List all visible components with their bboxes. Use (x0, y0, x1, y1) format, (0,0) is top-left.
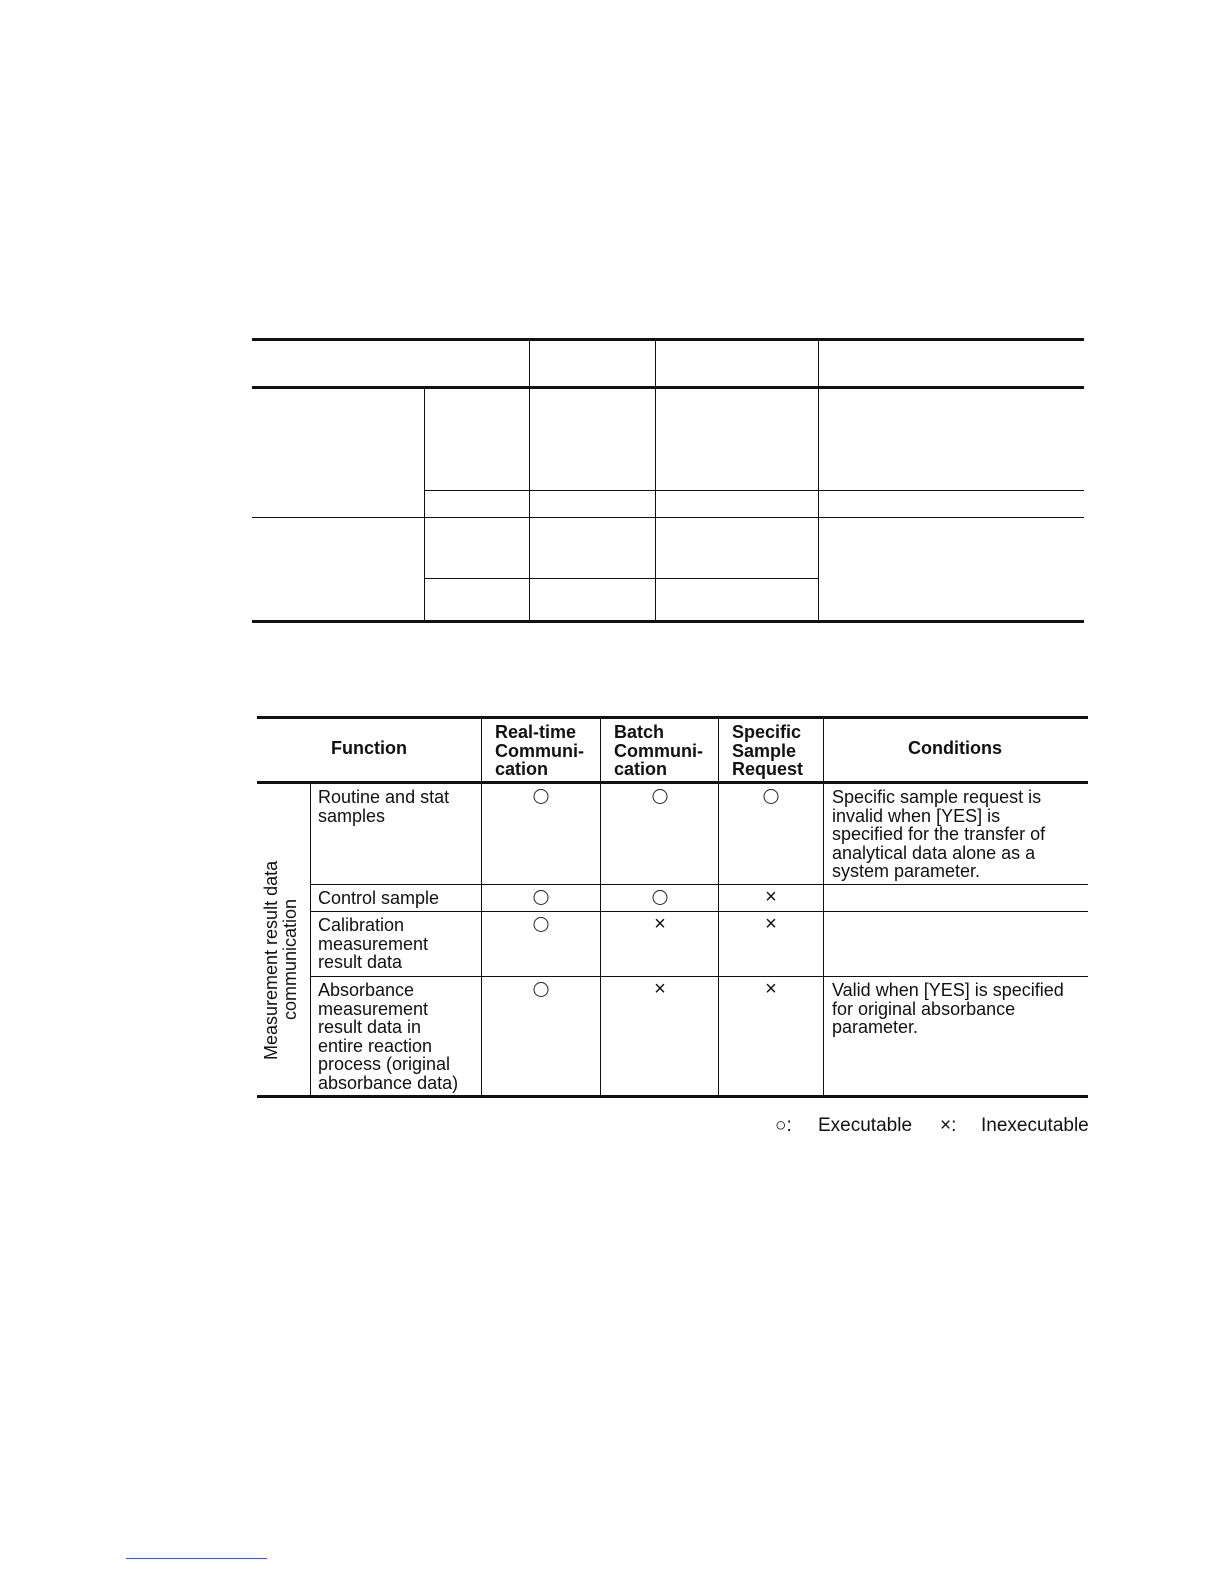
inexecutable-mark: × (765, 913, 777, 935)
executable-mark (764, 789, 779, 804)
executable-mark (534, 890, 549, 905)
row-absorbance-conditions: Valid when [YES] is specified for original absorbance parameter. (832, 980, 1064, 1037)
header-function: Function (331, 738, 407, 758)
inexecutable-mark: × (654, 978, 666, 1000)
row-absorbance-name: Absorbance measurement result data in entire reaction process (original absorbance data) (318, 980, 459, 1093)
legend-executable-label: Executable (818, 1115, 913, 1136)
inexecutable-mark: × (654, 913, 666, 935)
legend-inexecutable-symbol: ×: (940, 1115, 957, 1136)
executable-mark (534, 982, 549, 997)
executable-mark (653, 890, 668, 905)
row-routine-name: Routine and stat samples (318, 787, 450, 826)
legend-inexecutable-label: Inexecutable (981, 1115, 1089, 1136)
row-calibration-name: Calibration measurement result data (318, 915, 429, 972)
inexecutable-mark: × (765, 886, 777, 908)
executable-mark (653, 789, 668, 804)
legend-executable-symbol: ○: (775, 1115, 792, 1136)
header-realtime: Real-time Communi- cation (495, 722, 584, 779)
header-batch: Batch Communi- cation (614, 722, 703, 779)
footnote-divider (126, 1558, 267, 1559)
row-control-name: Control sample (318, 888, 440, 908)
header-conditions: Conditions (908, 738, 1002, 758)
header-specific: Specific Sample Request (732, 722, 804, 779)
group-label: Measurement result data communication (261, 860, 300, 1060)
row-routine-conditions: Specific sample request is invalid when [YES] is specified for the transfer of analytical data alone as a system parameter. (832, 787, 1046, 881)
inexecutable-mark: × (765, 978, 777, 1000)
executable-mark (534, 789, 549, 804)
executable-mark (534, 917, 549, 932)
